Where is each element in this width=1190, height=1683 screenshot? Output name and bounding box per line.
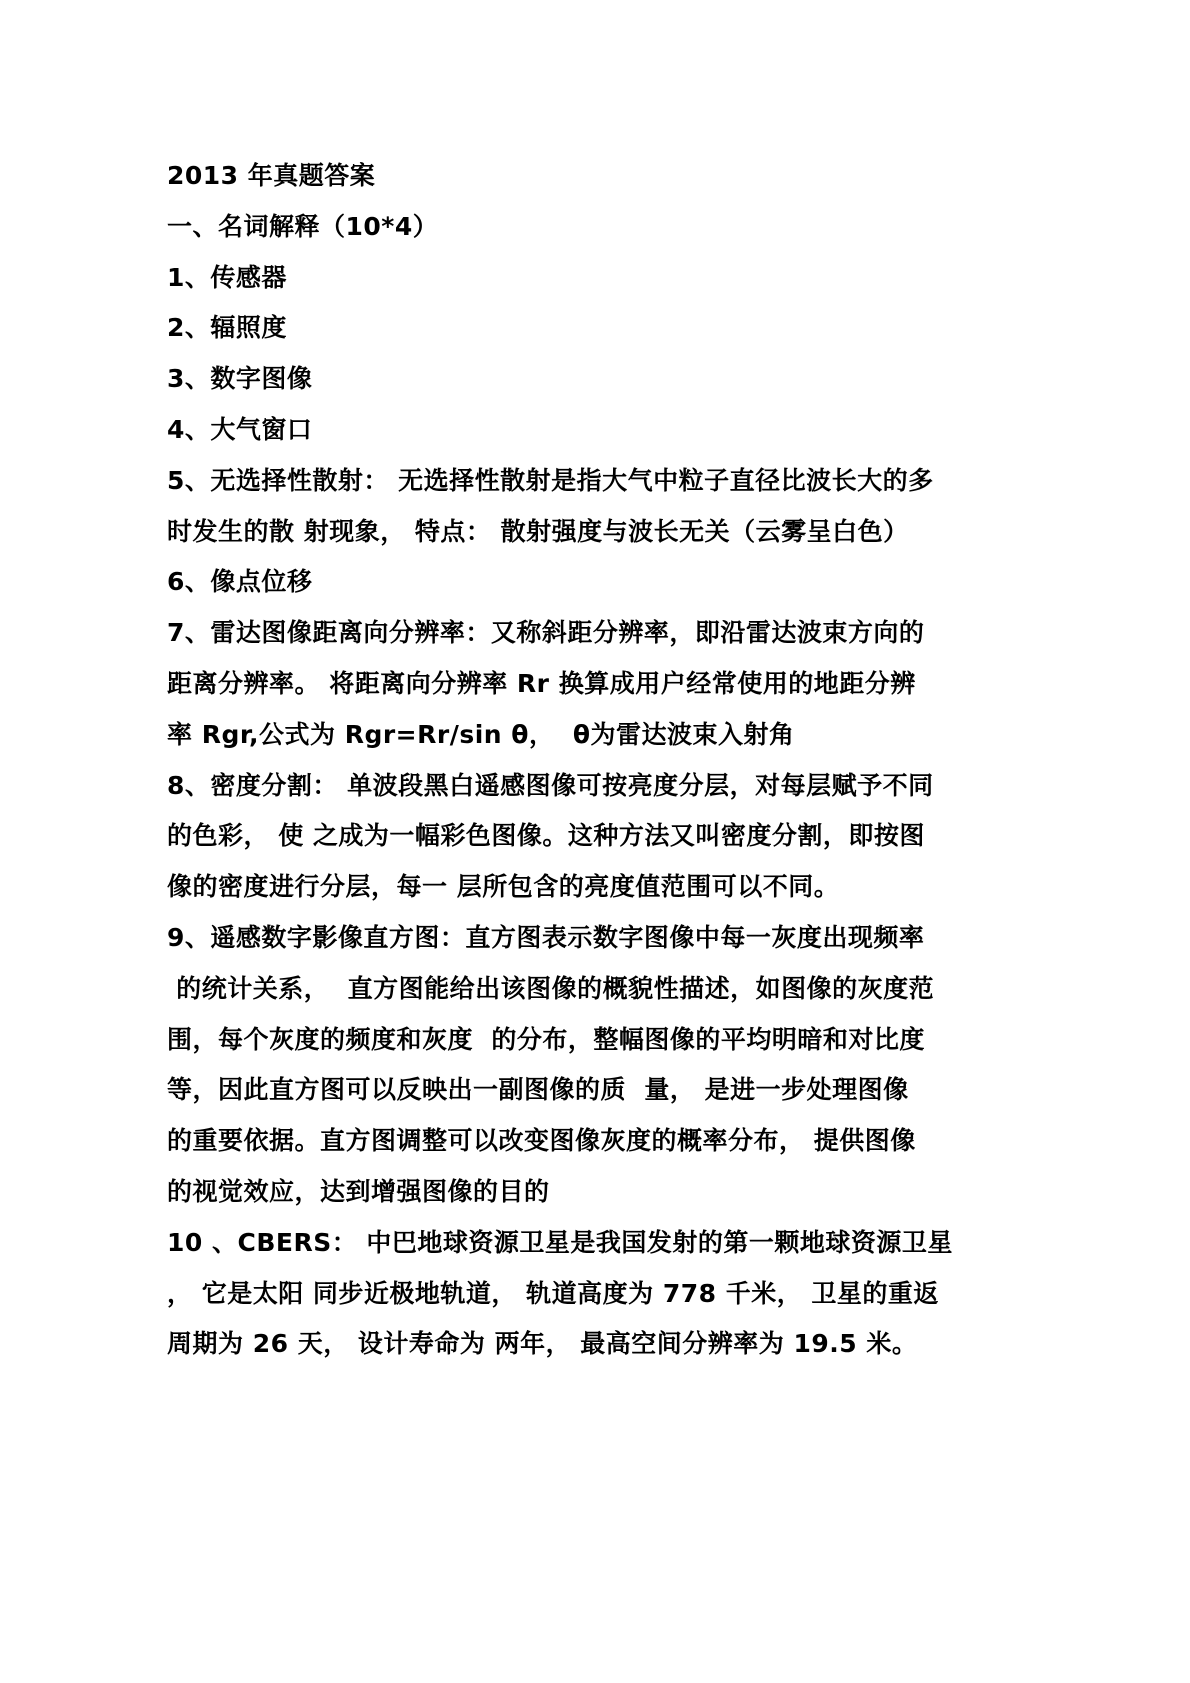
text-line: 7、雷达图像距离向分辨率：又称斜距分辨率，即沿雷达波束方向的 (167, 618, 925, 648)
text-line: 1、传感器 (167, 262, 287, 292)
text-line: 10 、CBERS： 中巴地球资源卫星是我国发射的第一颗地球资源卫星 (167, 1227, 953, 1257)
document-body (167, 158, 953, 1377)
text-line: 9、遥感数字影像直方图：直方图表示数字图像中每一灰度出现频率 (167, 922, 925, 952)
text-line: 8、密度分割： 单波段黑白遥感图像可按亮度分层，对每层赋予不同 (167, 770, 934, 800)
text-line: 围，每个灰度的频度和灰度 的分布，整幅图像的平均明暗和对比度 (167, 1024, 925, 1054)
text-line: 时发生的散 射现象， 特点： 散射强度与波长无关（云雾呈白色） (167, 516, 909, 546)
text-line: 率 Rgr,公式为 Rgr=Rr/sin θ， θ为雷达波束入射角 (167, 719, 795, 749)
document-title: 2013 年真题答案 (167, 161, 376, 190)
text-line: 距离分辨率。 将距离向分辨率 Rr 换算成用户经常使用的地距分辨 (167, 668, 916, 698)
text-line: 周期为 26 天， 设计寿命为 两年， 最高空间分辨率为 19.5 米。 (167, 1329, 918, 1359)
text-line: 像的密度进行分层，每一 层所包含的亮度值范围可以不同。 (167, 872, 840, 902)
text-line: 2、辐照度 (167, 313, 287, 343)
text-line: 4、大气窗口 (167, 414, 313, 444)
text-line: ， 它是太阳 同步近极地轨道， 轨道高度为 778 千米， 卫星的重返 (167, 1278, 939, 1308)
text-line: 5、无选择性散射： 无选择性散射是指大气中粒子直径比波长大的多 (167, 465, 934, 495)
answer-list (167, 260, 953, 1378)
section-heading: 一、名词解释（10*4） (167, 211, 439, 241)
text-line: 的视觉效应，达到增强图像的目的 (167, 1176, 550, 1206)
text-line: 的色彩， 使 之成为一幅彩色图像。这种方法又叫密度分割，即按图 (167, 821, 925, 851)
text-line: 的统计关系， 直方图能给出该图像的概貌性描述，如图像的灰度范 (167, 973, 935, 1003)
text-line: 6、像点位移 (167, 567, 313, 597)
text-line: 3、数字图像 (167, 364, 313, 394)
text-line: 等，因此直方图可以反映出一副图像的质 量， 是进一步处理图像 (167, 1075, 909, 1105)
text-line: 的重要依据。直方图调整可以改变图像灰度的概率分布， 提供图像 (167, 1126, 916, 1156)
